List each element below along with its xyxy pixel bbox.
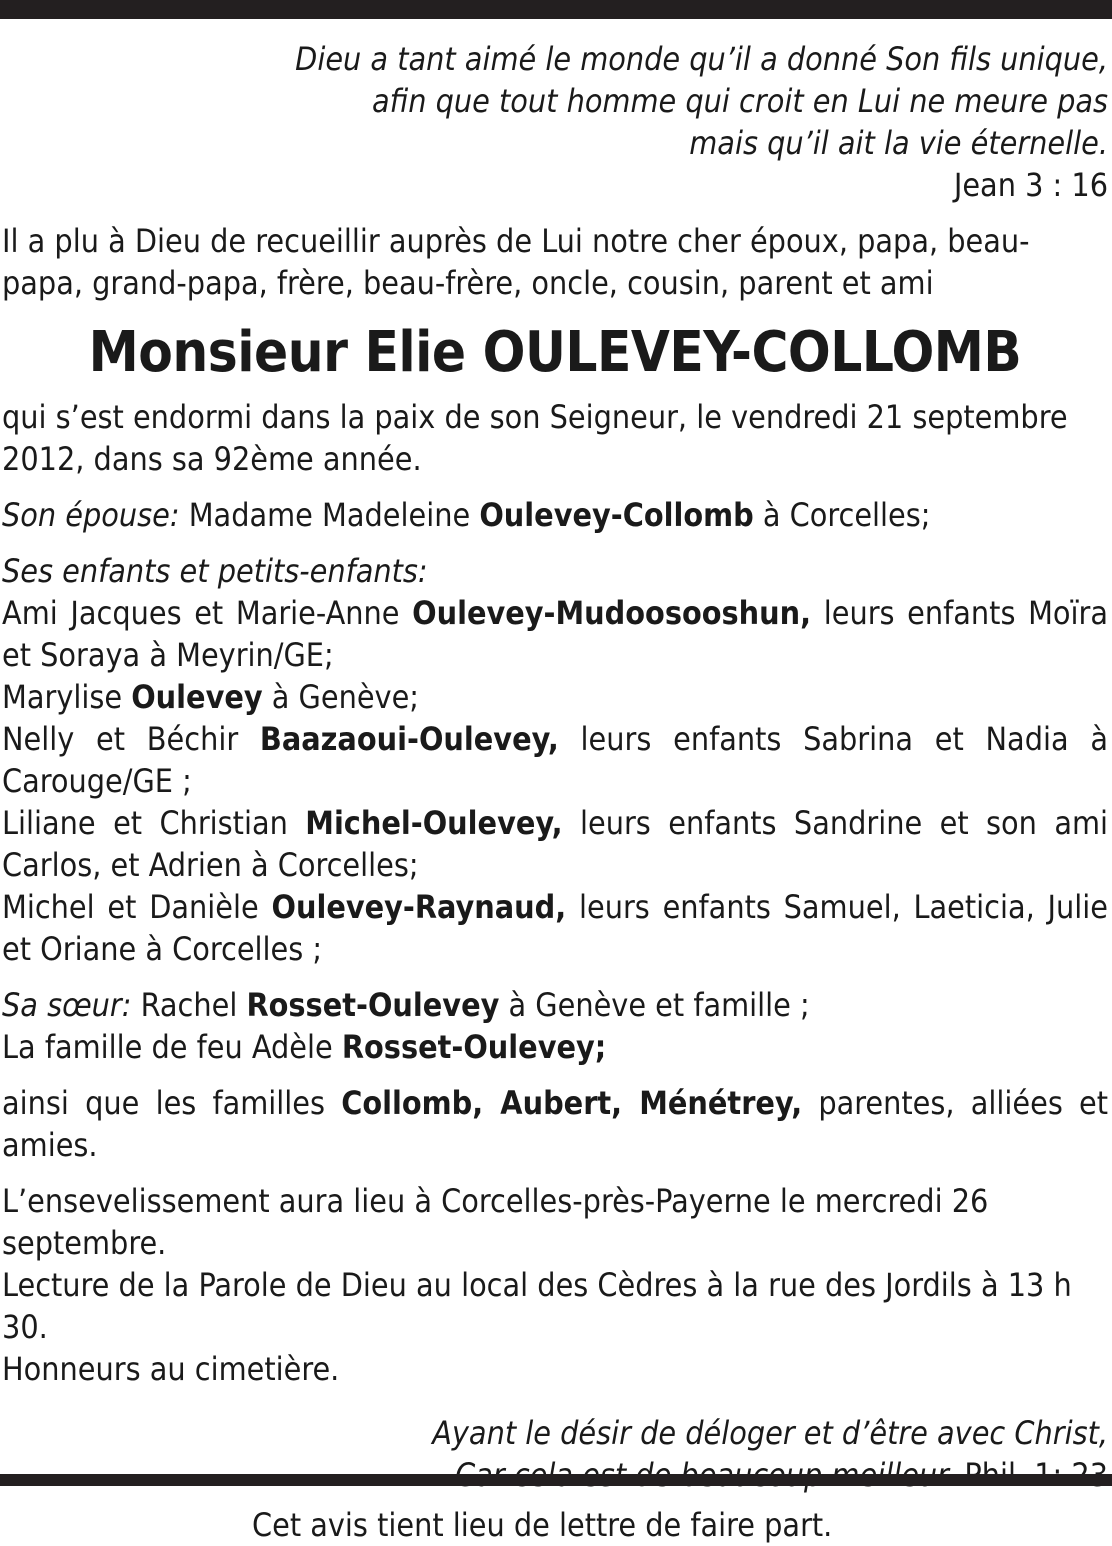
child-surname: Oulevey-Raynaud, [271,888,567,926]
bottom-border-rule [0,1474,1112,1486]
funeral-line: Lecture de la Parole de Dieu au local des Cèdres à la rue des Jordils à 13 h 30. [2,1266,1072,1346]
families-text: ainsi que les familles [2,1084,342,1122]
verse-line: mais qu’il ait la vie éternelle. [689,124,1108,162]
child-details: leurs enfants Moïra et Soraya à Meyrin/GE; [2,594,1109,674]
deceased-name: Monsieur Elie OULEVEY-COLLOMB [88,320,1022,385]
spouse-text: Madame Madeleine [179,496,480,534]
child-names: Michel et Danièle [2,888,272,926]
sister-line [2,984,1108,1026]
closing-verse-line: Ayant le désir de déloger et d’être avec Christ, [432,1414,1108,1452]
death-notice: qui s’est endormi dans la paix de son Seigneur, le vendredi 21 septembre 2012, dans sa 92ème année. [2,398,1068,478]
late-family-line [2,1026,1108,1068]
children-label: Ses enfants et petits-enfants: [2,552,428,590]
child-surname: Baazaoui-Oulevey, [259,720,559,758]
sister-text: Rachel [131,986,247,1024]
child-names: Liliane et Christian [2,804,306,842]
late-family-text: La famille de feu Adèle [2,1028,342,1066]
families-line [2,1082,1108,1166]
child-entry [2,718,1108,802]
child-entry [2,592,1108,676]
sister-surname: Rosset-Oulevey [246,986,500,1024]
child-details: leurs enfants Sabrina et Nadia à Carouge/GE ; [2,720,1108,800]
late-family-surname: Rosset-Oulevey; [341,1028,607,1066]
child-details: leurs enfants Sandrine et son ami Carlos, et Adrien à Corcelles; [2,804,1108,884]
spouse-surname: Oulevey-Collomb [479,496,754,534]
verse-line: Dieu a tant aimé le monde qu’il a donné Son fils unique, [295,40,1108,78]
verse-reference: Jean 3 : 16 [953,166,1108,204]
families-names: Collomb, Aubert, Ménétrey, [341,1084,803,1122]
child-surname: Michel-Oulevey, [305,804,563,842]
obituary-notice [2,38,1108,1546]
spouse-label: Son épouse: [2,496,180,534]
spouse-line [2,494,1108,536]
funeral-line: Honneurs au cimetière. [2,1350,340,1388]
child-names: Marylise [2,678,132,716]
child-entry [2,802,1108,886]
child-surname: Oulevey-Mudoosooshun, [412,594,812,632]
footer-note: Cet avis tient lieu de lettre de faire part. [252,1506,833,1544]
sister-details: à Genève et famille ; [499,986,810,1024]
verse-line: afin que tout homme qui croit en Lui ne meure pas [371,82,1108,120]
top-border-rule [0,0,1112,19]
child-names: Nelly et Béchir [2,720,260,758]
intro-paragraph: Il a plu à Dieu de recueillir auprès de Lui notre cher époux, papa, beau-papa, grand-papa, frère, beau-frère, oncle, cousin, parent et ami [2,222,1030,302]
sister-label: Sa sœur: [2,986,132,1024]
funeral-details [2,1180,1108,1390]
spouse-place: à Corcelles; [753,496,931,534]
child-names: Ami Jacques et Marie-Anne [2,594,413,632]
opening-verse [2,38,1108,164]
funeral-line: L’ensevelissement aura lieu à Corcelles-près-Payerne le mercredi 26 septembre. [2,1182,989,1262]
child-details: à Genève; [262,678,419,716]
child-entry [2,886,1108,970]
child-details: leurs enfants Samuel, Laeticia, Julie et Oriane à Corcelles ; [2,888,1109,968]
child-entry [2,676,1108,718]
child-surname: Oulevey [131,678,263,716]
families-details: parentes, alliées et amies. [2,1084,1109,1164]
children-section [2,550,1108,970]
